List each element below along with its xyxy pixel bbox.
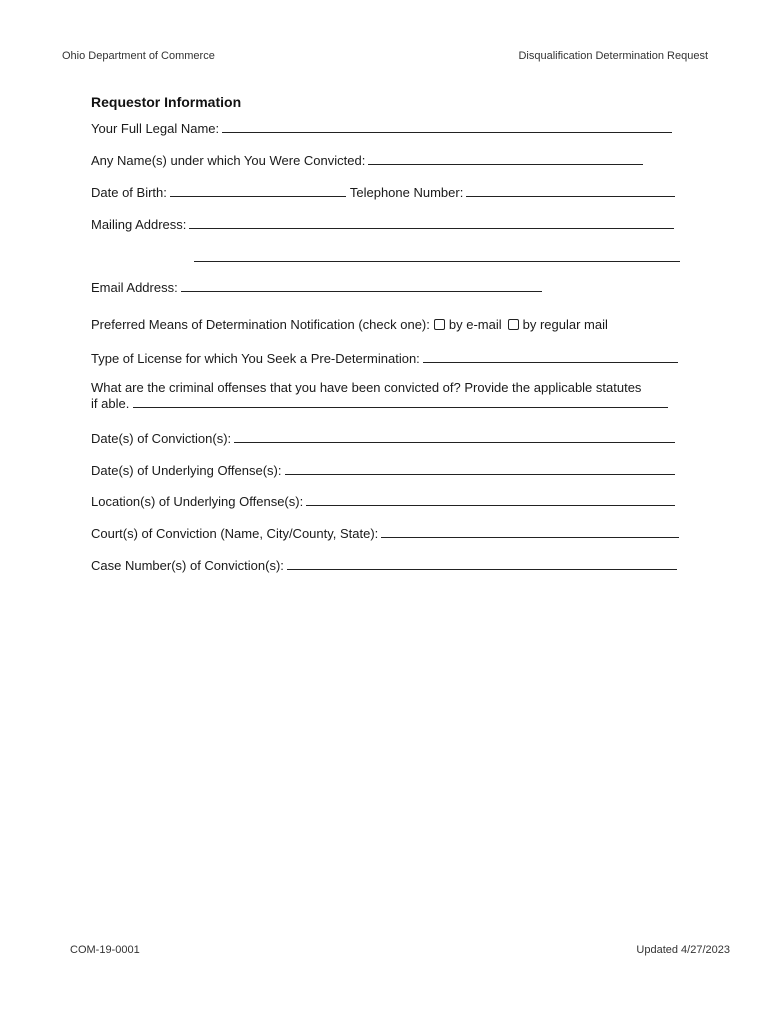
email-label: Email Address: (91, 280, 178, 295)
full-legal-name-label: Your Full Legal Name: (91, 121, 220, 136)
offense-locations-label: Location(s) of Underlying Offense(s): (91, 494, 304, 509)
mailing-address-field-line-2[interactable] (194, 261, 680, 262)
offenses-question (91, 380, 681, 412)
court-label: Court(s) of Conviction (Name, City/County, State): (91, 526, 379, 541)
offenses-question-cont: if able. (91, 396, 130, 411)
mailing-address-label: Mailing Address: (91, 217, 187, 232)
footer-form-number: COM-19-0001 (70, 944, 140, 956)
case-numbers-label: Case Number(s) of Conviction(s): (91, 558, 284, 573)
footer-updated-date: Updated 4/27/2023 (636, 944, 730, 956)
convicted-names-field[interactable] (368, 164, 643, 165)
notification-label: Preferred Means of Determination Notification (check one): (91, 317, 430, 332)
header-agency: Ohio Department of Commerce (62, 50, 215, 62)
dob-phone-row (91, 182, 675, 200)
email-checkbox[interactable] (434, 319, 445, 330)
notification-row (91, 314, 608, 332)
date-of-birth-label: Date of Birth: (91, 185, 167, 200)
email-row (91, 277, 542, 295)
mailing-address-field[interactable] (189, 228, 674, 229)
header-form-title: Disqualification Determination Request (518, 50, 708, 62)
conviction-dates-field[interactable] (234, 442, 675, 443)
mailing-address-row-2 (194, 247, 680, 265)
date-of-birth-field[interactable] (170, 196, 346, 197)
convicted-names-label: Any Name(s) under which You Were Convicted: (91, 153, 366, 168)
offenses-field[interactable] (133, 396, 668, 408)
court-field[interactable] (381, 537, 679, 538)
offense-dates-row (91, 460, 675, 478)
offense-locations-field[interactable] (306, 505, 675, 506)
full-legal-name-field[interactable] (222, 132, 672, 133)
regular-mail-checkbox[interactable] (508, 319, 519, 330)
offense-dates-label: Date(s) of Underlying Offense(s): (91, 463, 282, 478)
license-type-label: Type of License for which You Seek a Pre-Determination: (91, 351, 420, 366)
email-option-label: by e-mail (448, 317, 502, 332)
telephone-field[interactable] (466, 196, 675, 197)
email-field[interactable] (181, 291, 542, 292)
full-legal-name-row (91, 118, 672, 136)
regular-mail-option-label: by regular mail (522, 317, 608, 332)
offenses-question-text: What are the criminal offenses that you have been convicted of? Provide the applicable statutes (91, 380, 642, 395)
mailing-address-row (91, 214, 674, 232)
section-title: Requestor Information (91, 94, 242, 110)
convicted-names-row (91, 150, 643, 168)
license-type-field[interactable] (423, 362, 678, 363)
offense-locations-row (91, 491, 675, 509)
case-numbers-row (91, 555, 677, 573)
offense-dates-field[interactable] (285, 474, 676, 475)
telephone-label: Telephone Number: (349, 185, 464, 200)
license-type-row (91, 348, 678, 366)
conviction-dates-label: Date(s) of Conviction(s): (91, 431, 232, 446)
conviction-dates-row (91, 428, 675, 446)
case-numbers-field[interactable] (287, 569, 677, 570)
court-row (91, 523, 679, 541)
